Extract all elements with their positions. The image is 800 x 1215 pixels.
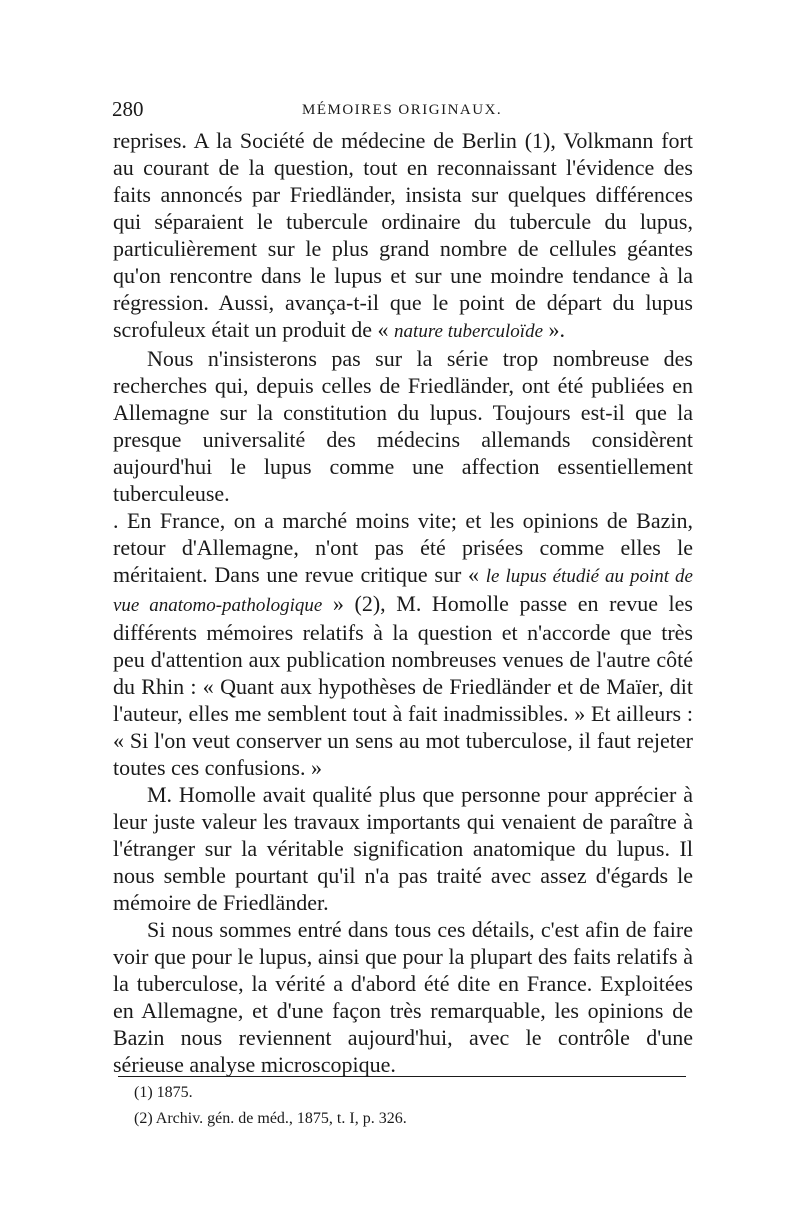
paragraph-3-italic: le lupus étudié au point de vue anatomo-pathologique xyxy=(113,566,693,616)
paragraph-1 xyxy=(113,127,693,345)
paragraph-1-text-b: ». xyxy=(543,317,566,342)
footnotes xyxy=(134,1080,694,1132)
paragraph-5: Si nous sommes entré dans tous ces détails, c'est afin de faire voir que pour le lupus, ainsi que pour la plupart des faits relatifs à la tuberculose, la vérité a d'abord été dite en France. Exploitées en Allemagne, et d'une façon très remarquable, les opinions de Bazin nous reviennent aujourd'hui, avec le contrôle d'une sérieuse analyse microscopique. xyxy=(113,917,693,1077)
running-head: MÉMOIRES ORIGINAUX. xyxy=(302,102,503,118)
footnote-divider xyxy=(118,1076,686,1077)
paragraph-1-text-a: reprises. A la Société de médecine de Berlin (1), Volkmann fort au courant de la question, tout en reconnaissant l'évidence des faits annoncés par Friedländer, insista sur quelques différences qui séparaient le tubercule ordinaire du tubercule du lupus, particulièrement sur le plus grand nombre de cellules géantes qu'on rencontre dans le lupus et sur une moindre tendance à la régression. Aussi, avança-t-il que le point de départ du lupus scrofuleux était un produit de « xyxy=(113,128,693,342)
paragraph-1-italic: nature tuberculoïde xyxy=(394,321,544,342)
paragraph-3-text-b: » (2), M. Homolle passe en revue les différents mémoires relatifs à la question et n'accorde que très peu d'attention aux publication nombreuses venues de l'autre côté du Rhin : « Quant aux hypothèses de Friedländer et de Maïer, dit l'auteur, elles me semblent tout à fait inadmissibles. » Et ailleurs : « Si l'on veut conserver un sens au mot tuberculose, il faut rejeter toutes ces confusions. » xyxy=(113,591,693,780)
page-number: 280 xyxy=(112,97,144,121)
paragraph-3-text-a: . En France, on a marché moins vite; et les opinions de Bazin, retour d'Allemagne, n'ont pas été prisées comme elles le méritaient. Dans une revue critique sur « xyxy=(113,508,693,587)
footnote-1: (1) 1875. xyxy=(134,1084,193,1101)
paragraph-2: Nous n'insisterons pas sur la série trop nombreuse des recherches qui, depuis celles de Friedländer, ont été publiées en Allemagne sur la constitution du lupus. Toujours est-il que la presque universalité des médecins allemands considèrent aujourd'hui le lupus comme une affection essentiellement tuberculeuse. xyxy=(113,346,693,506)
paragraph-4: M. Homolle avait qualité plus que personne pour apprécier à leur juste valeur les travaux importants qui venaient de paraître à l'étranger sur la véritable signification anatomique du lupus. Il nous semble pourtant qu'il n'a pas traité avec assez d'égards le mémoire de Friedländer. xyxy=(113,782,693,915)
paragraph-3 xyxy=(113,507,693,781)
body-text xyxy=(113,127,693,1078)
page-header xyxy=(112,96,698,126)
footnote-2: (2) Archiv. gén. de méd., 1875, t. I, p. 326. xyxy=(134,1110,407,1127)
